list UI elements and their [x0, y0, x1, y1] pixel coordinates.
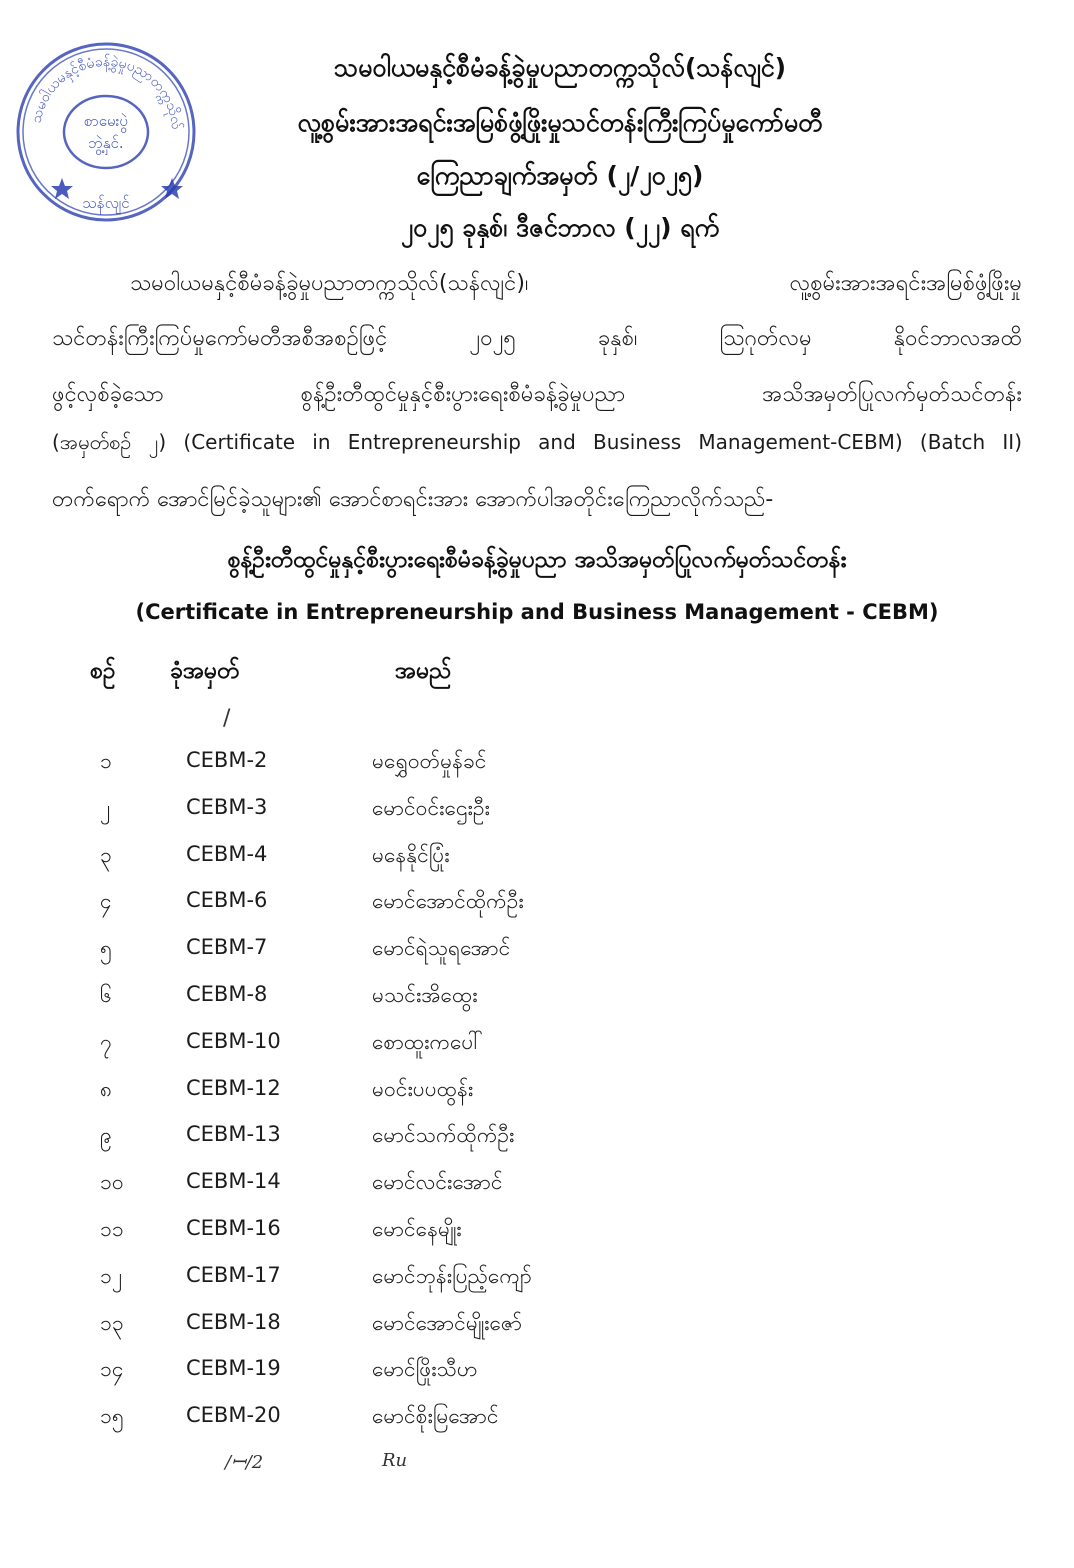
- row-number: ၇: [100, 1029, 112, 1054]
- table-row: [0, 1304, 1074, 1351]
- results-table: [0, 742, 1074, 1444]
- row-roll-number: CEBM-2: [186, 748, 268, 772]
- table-row: [0, 1210, 1074, 1257]
- table-row: [0, 1070, 1074, 1117]
- table-row: [0, 929, 1074, 976]
- row-roll-number: CEBM-6: [186, 888, 268, 913]
- row-number: ၁၁: [100, 1216, 124, 1241]
- row-name: မနေနိုင်ပြုံး: [372, 842, 450, 867]
- table-row: [0, 1397, 1074, 1444]
- row-name: မသင်းအိထွေး: [372, 982, 478, 1007]
- row-name: မဝင်းပပထွန်း: [372, 1076, 474, 1101]
- row-roll-number: CEBM-18: [186, 1309, 281, 1334]
- table-row: [0, 789, 1074, 836]
- committee-title: လူ့စွမ်းအားအရင်းအမြစ်ဖွံ့ဖြိုးမှုသင်တန်းကြီးကြပ်မှုကော်မတီ: [297, 108, 823, 137]
- row-name: မောင်ဘုန်းပြည့်ကျော်: [372, 1263, 532, 1288]
- row-roll-number: CEBM-12: [186, 1075, 281, 1100]
- table-row: [0, 882, 1074, 929]
- paragraph-line-3: ဖွင့်လှစ်ခဲ့သော စွန့်ဦးတီထွင်မှုနှင့်စီးပွားရေးစီမံခန့်ခွဲမှုပညာ အသိအမှတ်ပြုလက်မှတ်သင်တန်း: [52, 382, 1022, 407]
- row-name: မောင်သက်ထိုက်ဦး: [372, 1123, 515, 1148]
- row-number: ၁၃: [100, 1310, 124, 1335]
- org-title: သမဝါယမနှင့်စီမံခန့်ခွဲမှုပညာတက္ကသိုလ်(သန်လျင်): [333, 53, 787, 82]
- row-roll-number: CEBM-20: [186, 1403, 281, 1428]
- seal-center-line1: စာမေးပွဲ: [84, 112, 128, 130]
- table-row: [0, 1116, 1074, 1163]
- row-name: မောင်ရဲသူရအောင်: [372, 936, 511, 961]
- row-roll-number: CEBM-17: [186, 1262, 281, 1287]
- course-title-english: (Certificate in Entrepreneurship and Business Management - CEBM): [135, 600, 939, 624]
- row-number: ၄: [100, 889, 112, 914]
- row-number: ၅: [100, 936, 112, 961]
- handwritten-initial-1: /ꟷ/2: [225, 1452, 264, 1473]
- row-number: ၈: [100, 1076, 112, 1101]
- table-row: [0, 1350, 1074, 1397]
- paragraph-line-1: သမဝါယမနှင့်စီမံခန့်ခွဲမှုပညာတက္ကသိုလ်(သန်လျင်)၊ လူ့စွမ်းအားအရင်းအမြစ်ဖွံ့ဖြိုးမှု: [130, 271, 1022, 296]
- row-name: မရွှေဝတ်မှုန်ခင်: [372, 749, 487, 773]
- row-roll-number: CEBM-13: [186, 1122, 281, 1147]
- course-title-myanmar: စွန့်ဦးတီထွင်မှုနှင့်စီးပွားရေးစီမံခန့်ခွဲမှုပညာ အသိအမှတ်ပြုလက်မှတ်သင်တန်း: [227, 547, 847, 573]
- announcement-number: ကြေညာချက်အမှတ် (၂/၂၀၂၅): [416, 161, 704, 190]
- seal-bottom-text: သန်လျင်: [82, 194, 130, 212]
- row-number: ၂: [100, 795, 111, 820]
- row-number: ၆: [100, 982, 112, 1007]
- table-row: [0, 976, 1074, 1023]
- table-row: [0, 742, 1074, 789]
- row-name: စောထူးကပေါ်: [372, 1029, 483, 1054]
- row-name: မောင်စိုးမြအောင်: [372, 1404, 499, 1429]
- column-header-no: စဉ်: [90, 658, 116, 684]
- column-header-name: အမည်: [395, 658, 452, 684]
- row-number: ၁၀: [100, 1170, 124, 1195]
- row-name: မောင်လင်းအောင်: [372, 1170, 503, 1195]
- handwritten-tick: /: [223, 706, 231, 731]
- row-number: ၁၄: [100, 1357, 124, 1382]
- paragraph-line-5: တက်ရောက် အောင်မြင်ခဲ့သူများ၏ အောင်စာရင်းအား အောက်ပါအတိုင်းကြေညာလိုက်သည်-: [52, 487, 774, 512]
- seal-ring-text: သမဝါယမနှင့်စီမံခန့်ခွဲမှုပညာတက္ကသိုလ်: [28, 53, 185, 131]
- table-row: [0, 1023, 1074, 1070]
- paragraph-line-4: (အမှတ်စဉ် ၂) (Certificate in Entrepreneurship and Business Management-CEBM) (Batch II): [52, 430, 1022, 454]
- row-roll-number: CEBM-4: [186, 841, 268, 866]
- row-roll-number: CEBM-14: [186, 1169, 281, 1194]
- table-row: [0, 1163, 1074, 1210]
- row-roll-number: CEBM-10: [186, 1028, 281, 1053]
- column-header-roll: ခုံအမှတ်: [170, 658, 240, 684]
- paragraph-line-2: သင်တန်းကြီးကြပ်မှုကော်မတီအစီအစဉ်ဖြင့် ၂၀၂၅ ခုနှစ်၊ ဩဂုတ်လမှ နိုဝင်ဘာလအထိ: [52, 326, 1022, 351]
- seal-star-left-icon: [51, 178, 73, 199]
- row-roll-number: CEBM-19: [186, 1356, 281, 1381]
- row-name: မောင်အောင်ထိုက်ဦး: [372, 889, 524, 914]
- row-number: ၁၂: [100, 1263, 123, 1288]
- university-seal: [12, 38, 200, 226]
- seal-stamp-icon: [12, 38, 200, 226]
- row-roll-number: CEBM-3: [186, 794, 268, 819]
- row-name: မောင်ဖြိုးသီဟ: [372, 1357, 478, 1382]
- row-name: မောင်နေမျိုး: [372, 1216, 462, 1241]
- seal-center-line2: ဘွဲ့နှင်.: [88, 134, 124, 152]
- row-number: ၁၅: [100, 1404, 124, 1429]
- row-number: ၉: [100, 1123, 112, 1148]
- handwritten-initial-2: Ru: [382, 1450, 408, 1471]
- table-row: [0, 1257, 1074, 1304]
- row-name: မောင်ဝင်းဌေးဦး: [372, 795, 490, 820]
- row-roll-number: CEBM-7: [186, 935, 268, 960]
- row-number: ၃: [100, 842, 112, 867]
- row-name: မောင်အောင်မျိုးဇော်: [372, 1310, 523, 1335]
- row-roll-number: CEBM-16: [186, 1215, 281, 1240]
- row-roll-number: CEBM-8: [186, 981, 268, 1006]
- row-number: ၁: [100, 749, 112, 773]
- table-row: [0, 836, 1074, 883]
- announcement-date: ၂၀၂၅ ခုနှစ်၊ ဒီဇင်ဘာလ (၂၂) ရက်: [400, 213, 720, 242]
